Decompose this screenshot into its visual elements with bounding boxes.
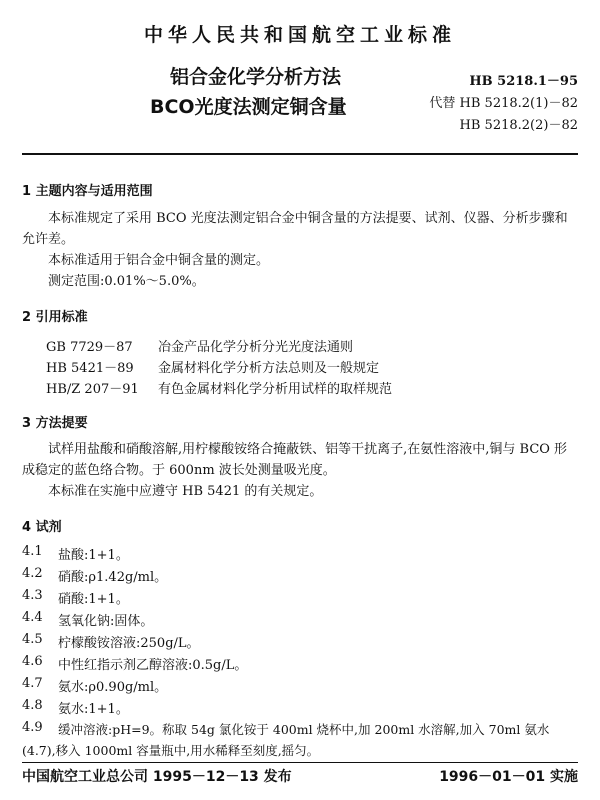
header-divider: [22, 153, 578, 155]
section-1-paragraph-3: 测定范围:0.01%～5.0%。: [48, 274, 205, 289]
section-4-heading: 4 试剂: [22, 520, 62, 535]
reference-code: HB 5421－89: [46, 361, 134, 376]
section-3-paragraph-2: 本标准在实施中应遵守 HB 5421 的有关规定。: [48, 484, 323, 499]
replaces-standard-1: 代替 HB 5218.2(1)－82: [429, 96, 578, 111]
reagent-item-number: 4.2: [22, 566, 43, 581]
footer-divider: [22, 762, 578, 763]
section-3-paragraph-1: 试样用盐酸和硝酸溶解,用柠檬酸铵络合掩蔽铁、铝等干扰离子,在氨性溶液中,铜与 BCO 形成稳定的蓝色络合物。于 600nm 波长处测量吸光度。: [22, 442, 568, 478]
document-title-line-2: BCO光度法测定铜含量: [150, 96, 347, 118]
reagent-item-number: 4.7: [22, 676, 43, 691]
replaces-standard-2: HB 5218.2(2)－82: [459, 118, 578, 133]
standard-number: HB 5218.1－95: [469, 74, 578, 89]
reagent-item-number: 4.6: [22, 654, 43, 669]
reference-title: 有色金属材料化学分析用试样的取样规范: [158, 382, 393, 397]
reference-title: 金属材料化学分析方法总则及一般规定: [158, 361, 380, 376]
reagent-item-number: 4.8: [22, 698, 43, 713]
reagent-item-text: 柠檬酸铵溶液:250g/L。: [58, 636, 200, 651]
reagent-item-text: 中性红指示剂乙醇溶液:0.5g/L。: [58, 658, 248, 673]
reference-code: HB/Z 207－91: [46, 382, 139, 397]
reagent-item-number: 4.4: [22, 610, 43, 625]
reagent-item-text: 硝酸:ρ1.42g/ml。: [58, 570, 168, 585]
section-1-paragraph-1: 本标准规定了采用 BCO 光度法测定铝合金中铜含量的方法提要、试剂、仪器、分析步骤和允许差。: [22, 211, 568, 247]
issuer-and-issue-date: 中国航空工业总公司 1995－12－13 发布: [22, 769, 292, 785]
effective-date: 1996－01－01 实施: [439, 769, 578, 785]
reagent-item-text: 氢氧化钠:固体。: [58, 614, 154, 629]
standard-category-header: 中华人民共和国航空工业标准: [143, 24, 456, 46]
section-1-paragraph-2: 本标准适用于铝合金中铜含量的测定。: [48, 253, 270, 268]
reagent-item-text: 硝酸:1+1。: [58, 592, 129, 607]
section-1-heading: 1 主题内容与适用范围: [22, 184, 153, 199]
section-3-heading: 3 方法提要: [22, 416, 88, 431]
reference-title: 冶金产品化学分析分光光度法通则: [158, 340, 354, 355]
reagent-item-number: 4.9: [22, 720, 43, 735]
section-2-heading: 2 引用标准: [22, 310, 88, 325]
reagent-item-number: 4.5: [22, 632, 43, 647]
reagent-item-number: 4.3: [22, 588, 43, 603]
reference-code: GB 7729－87: [46, 340, 133, 355]
document-title-line-1: 铝合金化学分析方法: [170, 66, 342, 88]
reagent-item-text: 盐酸:1+1。: [58, 548, 129, 563]
reagent-item-text: 氨水:ρ0.90g/ml。: [58, 680, 168, 695]
reagent-item-text: 氨水:1+1。: [58, 702, 129, 717]
reagent-item-number: 4.1: [22, 544, 43, 559]
reagent-item-text: 缓冲溶液:pH=9。称取 54g 氯化铵于 400ml 烧杯中,加 200ml 水溶解,加入 70ml 氨水: [58, 722, 550, 737]
reagent-item-continuation: (4.7),移入 1000ml 容量瓶中,用水稀释至刻度,摇匀。: [22, 743, 320, 758]
